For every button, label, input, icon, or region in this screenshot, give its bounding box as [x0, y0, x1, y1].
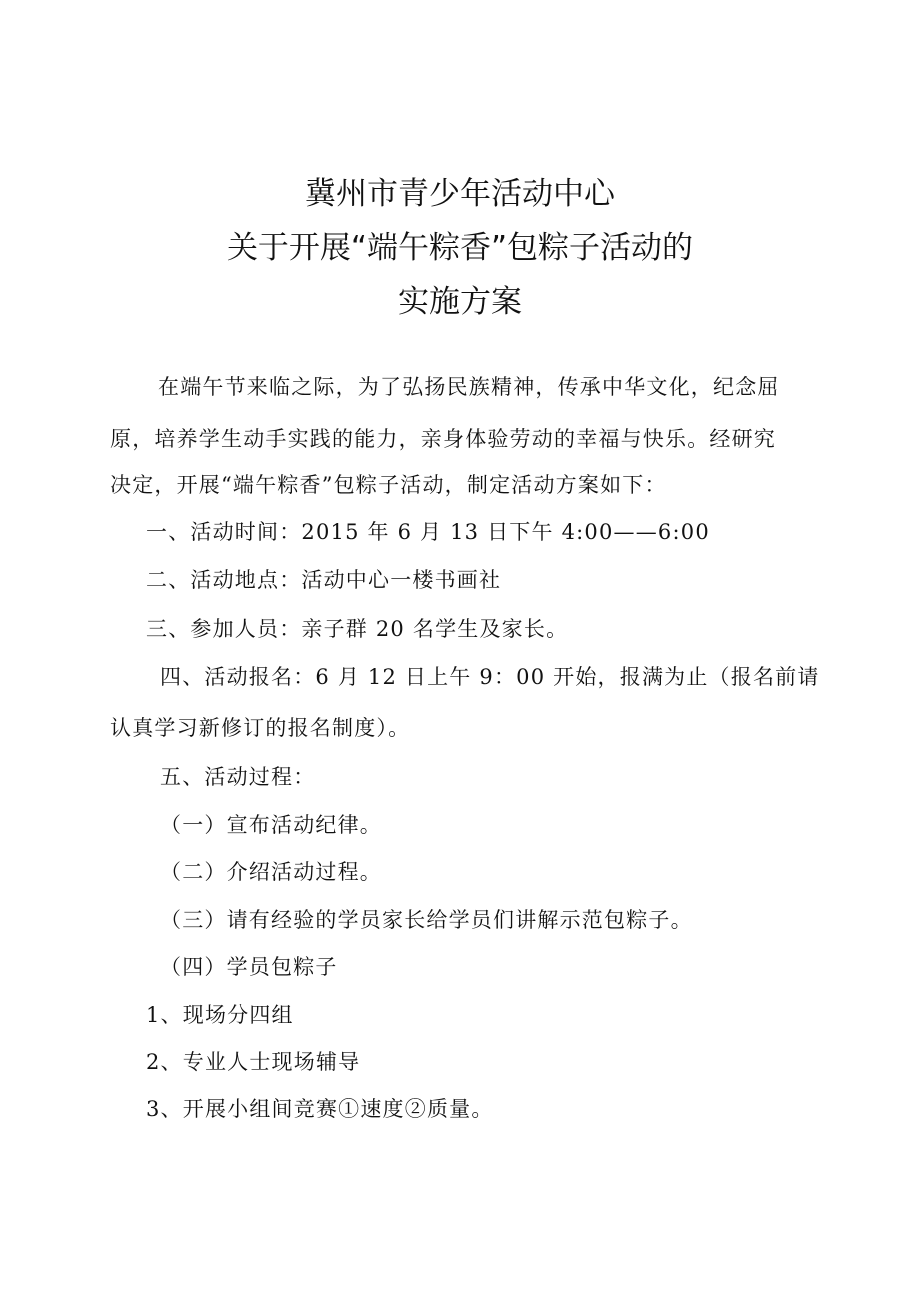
document-title-line-2: 关于开展“端午粽香”包粽子活动的 — [226, 230, 694, 266]
intro-paragraph-line-2: 原，培养学生动手实践的能力，亲身体验劳动的幸福与快乐。经研究 — [110, 427, 776, 451]
intro-paragraph-line-1: 在端午节来临之际，为了弘扬民族精神，传承中华文化，纪念屈 — [158, 375, 780, 399]
process-step-4: （四）学员包粽子 — [160, 955, 338, 979]
substep-2: 2、专业人士现场辅导 — [146, 1050, 361, 1074]
substep-3: 3、开展小组间竞赛①速度②质量。 — [146, 1097, 494, 1121]
process-step-2: （二）介绍活动过程。 — [160, 860, 382, 884]
signup-item-line-1: 四、活动报名：6 月 12 日上午 9：00 开始，报满为止（报名前请 — [160, 665, 820, 689]
intro-paragraph-line-3: 决定，开展“端午粽香”包粽子活动，制定活动方案如下： — [110, 473, 667, 497]
activity-time-item: 一、活动时间：2015 年 6 月 13 日下午 4:00——6:00 — [146, 520, 710, 544]
participants-item: 三、参加人员：亲子群 20 名学生及家长。 — [146, 617, 569, 641]
document-title-line-3: 实施方案 — [398, 284, 522, 320]
process-step-1: （一）宣布活动纪律。 — [160, 813, 382, 837]
signup-item-line-2: 认真学习新修订的报名制度）。 — [110, 716, 411, 740]
process-step-3: （三）请有经验的学员家长给学员们讲解示范包粽子。 — [160, 908, 693, 932]
activity-place-item: 二、活动地点：活动中心一楼书画社 — [146, 568, 502, 592]
substep-1: 1、现场分四组 — [146, 1003, 294, 1027]
process-heading: 五、活动过程： — [160, 765, 316, 789]
document-title-line-1: 冀州市青少年活动中心 — [305, 176, 615, 212]
